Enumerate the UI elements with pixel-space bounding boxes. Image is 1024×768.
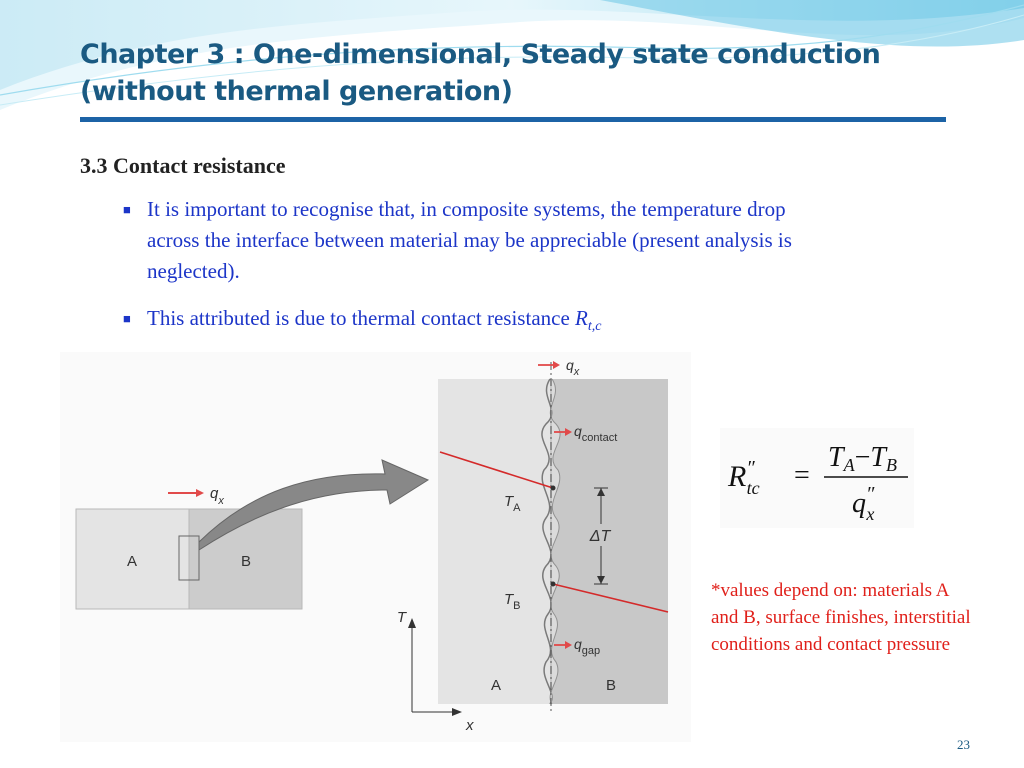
contact-resistance-diagram	[60, 352, 691, 742]
eq-lhs: R	[728, 460, 747, 493]
top-flux-label: q	[566, 357, 574, 373]
eq-lhs-prime: ″	[746, 457, 755, 479]
contact-resistance-equation	[720, 428, 914, 528]
eq-den-sub: x	[866, 504, 875, 524]
magnified-a	[438, 379, 550, 704]
title-line-1: Chapter 3 : One-dimensional, Steady state conduction	[80, 39, 881, 70]
svg-text:q″x	[852, 483, 875, 524]
t-axis-label: T	[396, 609, 406, 626]
section-heading: 3.3 Contact resistance	[80, 153, 286, 178]
contact-flux-label: q	[574, 423, 582, 439]
magnified-b-label: B	[605, 677, 617, 694]
eq-den: q	[852, 488, 866, 519]
x-axis-label: x	[466, 717, 474, 734]
gap-flux-label: q	[574, 636, 582, 652]
tb-label: T	[504, 591, 514, 608]
tb-sub: B	[513, 600, 521, 612]
eq-num-t1: T	[828, 442, 844, 473]
rtc-symbol: R	[575, 306, 588, 330]
contact-flux-sub: contact	[581, 432, 618, 444]
flux-sub: x	[218, 495, 224, 507]
top-flux-sub: x	[573, 366, 580, 378]
note-text: *values depend on: materials A and B, surface finishes, interstitial conditions and contact pressure	[711, 580, 971, 655]
rtc-subscript: t,c	[587, 319, 602, 335]
magnified-a-label: A	[490, 677, 502, 694]
gap-flux-sub: gap	[581, 645, 601, 657]
ta-sub: A	[513, 502, 521, 514]
block-a-label: A	[126, 553, 138, 570]
eq-lhs-sub: tc	[746, 478, 760, 498]
slide-title	[80, 36, 960, 110]
eq-equals: =	[794, 460, 810, 491]
page-number: 23	[957, 737, 970, 752]
bullet-text: This attributed is due to thermal contact resistance	[147, 306, 570, 330]
eq-num-sub1: A	[843, 455, 855, 475]
eq-num-sub2: B	[885, 455, 897, 475]
bullet-text: It is important to recognise that, in composite systems, the temperature drop across the interface between material may be appreciable (present analysis is neglected).	[147, 197, 792, 283]
block-b-label: B	[240, 553, 252, 570]
eq-num-t2: T	[870, 442, 886, 473]
title-divider	[80, 117, 946, 122]
delta-t-label: ΔT	[589, 528, 611, 545]
eq-den-prime: ″	[866, 483, 875, 505]
square-bullet-icon: ■	[123, 202, 131, 217]
eq-num-minus: −	[854, 442, 871, 473]
title-line-2: (without thermal generation)	[80, 76, 513, 107]
square-bullet-icon: ■	[123, 311, 131, 326]
ta-label: T	[504, 493, 514, 510]
flux-label: q	[210, 485, 219, 502]
